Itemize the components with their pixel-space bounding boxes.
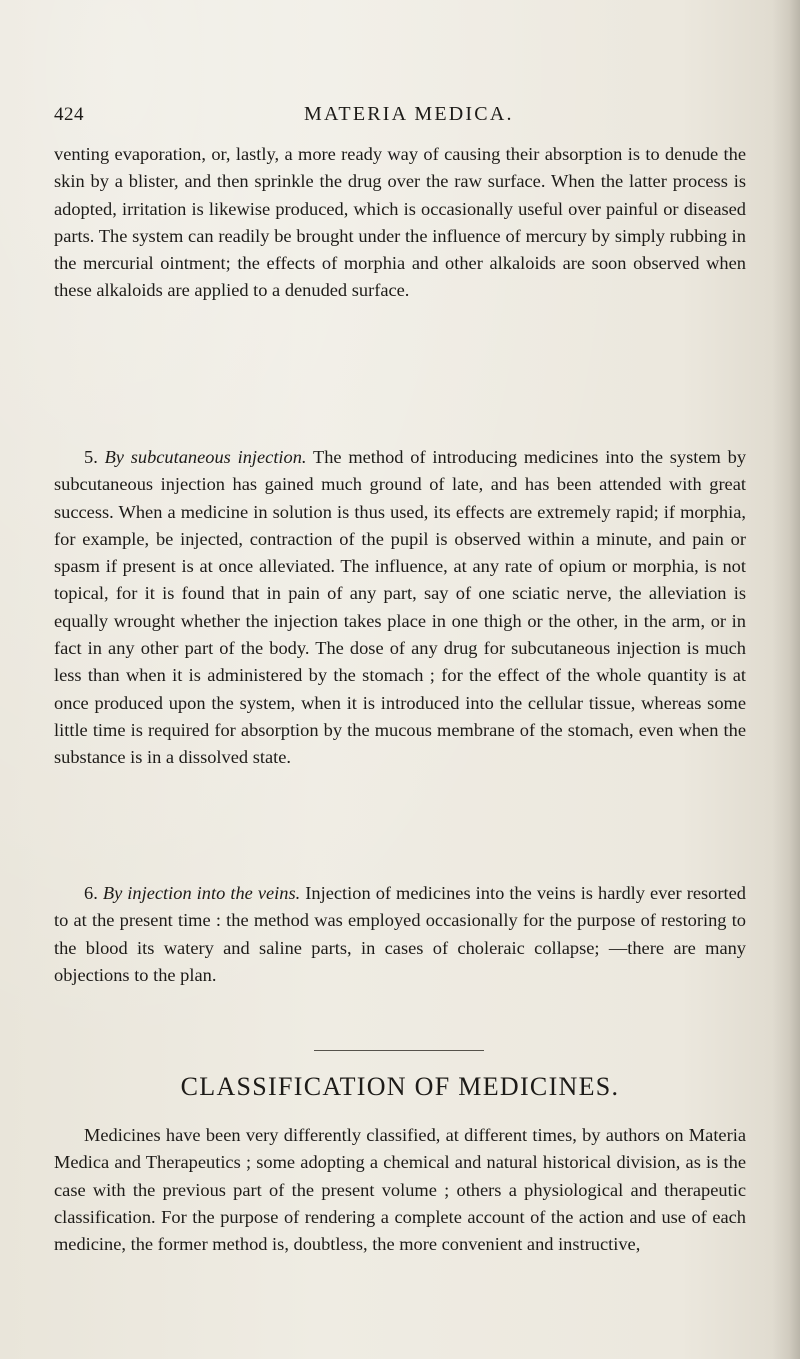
classification-paragraph	[54, 1122, 746, 1258]
section-5-body: The method of introducing medicines into the system by subcutaneous injection has gained much ground of late, and has been attended with great success. When a medicine in solution is thus used, its effects are extremely rapid; if morphia, for example, be injected, contraction of the pupil is observed within a minute, and pain or spasm if present is at once alleviated. The influence, at any rate of opium or morphia, is not topical, for it is found that in pain of any part, say of one sciatic nerve, the alleviation is equally wrought whether the injection takes place in one thigh or the other, in the arm, or in fact in any other part of the body. The dose of any drug for subcutaneous injection is much less than when it is administered by the stomach ; for the effect of the whole quantity is at once produced upon the system, when it is introduced into the cellular tissue, whereas some little time is required for absorption by the mucous membrane of the stomach, even when the substance is in a dissolved state.	[54, 447, 747, 768]
section-6-body: Injection of medicines into the veins is hardly ever resorted to at the present time : the method was employed occasionally for the purpose of restoring to the blood its watery and saline parts, in cases of choleraic collapse; —there are many objections to the plan.	[54, 883, 746, 985]
section-5-text-block	[54, 444, 746, 772]
section-5-paragraph	[54, 444, 746, 772]
running-head: MATERIA MEDICA.	[304, 103, 514, 125]
page-number: 424	[54, 104, 84, 125]
section-6-paragraph	[54, 880, 746, 989]
continuation-paragraph	[54, 141, 746, 305]
section-5-number: 5.	[84, 447, 98, 467]
page-edge-shadow	[772, 0, 800, 1359]
section-divider	[314, 1050, 484, 1051]
continuation-text: venting evaporation, or, lastly, a more ready way of causing their absorption is to denude the skin by a blister, and then sprinkle the drug over the raw surface. When the latter process is adopted, irritation is likewise produced, which is occasionally useful over painful or diseased parts. The system can readily be brought under the influence of mercury by simply rubbing in the mercurial ointment; the effects of morphia and other alkaloids are soon observed when these alkaloids are applied to a denuded surface.	[54, 144, 746, 301]
classification-heading: CLASSIFICATION OF MEDICINES.	[180, 1072, 620, 1101]
section-6-title: By injection into the veins.	[102, 883, 301, 903]
section-6-text-block	[54, 880, 746, 989]
section-5-title: By subcutaneous injection.	[104, 447, 307, 467]
classification-text: Medicines have been very differently classified, at different times, by authors on Materia Medica and Therapeutics ; some adopting a chemical and natural historical division, as is the case with the previous part of the present volume ; others a physiological and therapeutic classification. For the purpose of rendering a complete account of the action and use of each medicine, the former method is, doubtless, the more convenient and instructive,	[54, 1125, 746, 1255]
page-header	[54, 104, 744, 134]
section-6-number: 6.	[84, 883, 98, 903]
